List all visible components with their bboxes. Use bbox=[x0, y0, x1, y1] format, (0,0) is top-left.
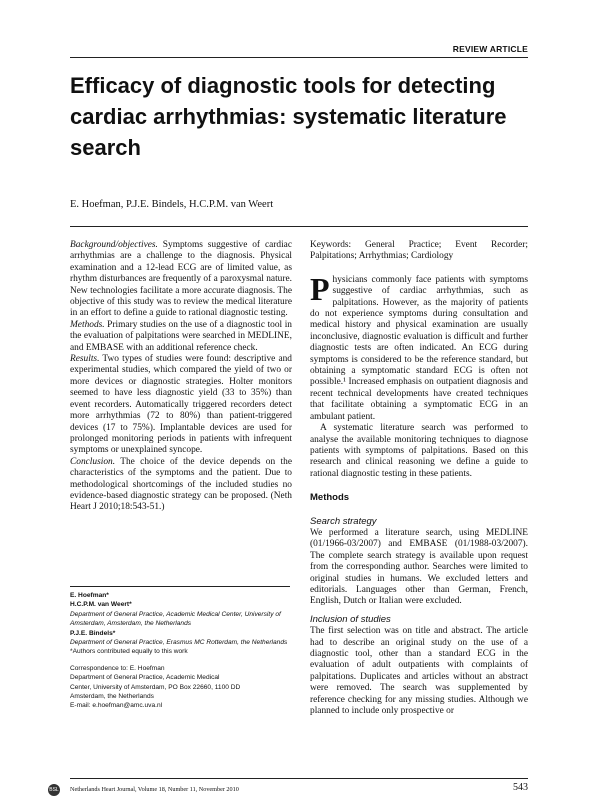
subheading-inclusion: Inclusion of studies bbox=[310, 613, 391, 625]
conclusion-text: The choice of the device depends on the characteristics of the symptoms and the patient. Due to methodological shortcomings of the included studies no evidence-based diagnostic strategy can be proposed. (Neth Heart J 2010;18:543-51.) bbox=[70, 456, 292, 513]
author-name: P.J.E. Bindels* bbox=[70, 629, 116, 637]
footer-rule bbox=[70, 778, 528, 779]
correspondence-label: Correspondence to: E. Hoefman bbox=[70, 664, 165, 672]
conclusion-label: Conclusion. bbox=[70, 456, 116, 467]
affiliations bbox=[70, 586, 290, 711]
abstract-results bbox=[70, 354, 292, 457]
equal-contribution-note: *Authors contributed equally to this work bbox=[70, 648, 188, 656]
section-heading-methods: Methods bbox=[310, 492, 350, 504]
affiliation-text: Department of General Practice, Academic Medical Center, University of Amsterdam, Amsterdam, the Netherlands bbox=[70, 610, 281, 628]
abstract-background bbox=[70, 240, 292, 320]
page-number: 543 bbox=[513, 782, 528, 793]
abstract-methods bbox=[70, 320, 292, 354]
results-text: Two types of studies were found: descriptive and experimental studies, which compared the yield of two or more devices or diagnostic strategies. Holter monitors seemed to have less diagnostic yield (33 to 35%) than event recorders. Automatically triggered recorders detect more arrhythmias (72 to 80%) than patient-triggered devices (17 to 75%). Implantable devices are used for prolonged monitoring periods in patients with infrequent symptoms or unexplained syncope. bbox=[70, 354, 292, 456]
intro-paragraph bbox=[310, 270, 528, 423]
correspondence-email: E-mail: e.hoefman@amc.uva.nl bbox=[70, 702, 163, 710]
intro-paragraph: A systematic literature search was performed to analyse the available monitoring techniques to diagnose patients with symptoms of palpitations. Based on this research and clinical reasoning we define a guide to rational diagnostic testing in these patients. bbox=[310, 423, 528, 479]
abstract bbox=[70, 240, 292, 514]
title-rule bbox=[70, 226, 528, 227]
search-strategy-text: We performed a literature search, using MEDLINE (01/1966-03/2007) and EMBASE (01/1988-03/2007). The complete search strategy is available upon request from the corresponding author. Searches were limited to original studies in humans. We excluded letters and editorials. Languages other than German, French, English, Dutch or Italian were excluded. bbox=[310, 527, 528, 607]
methods-text: Primary studies on the use of a diagnostic tool in the evaluation of palpitations were searched in MEDLINE, and EMBASE with an additional reference check. bbox=[70, 319, 292, 353]
background-text: Symptoms suggestive of cardiac arrhythmias are a challenge to the diagnosis. Physical examination and a 12-lead ECG are of limited value, as rhythm disturbances are frequently of a paroxysmal nature. New technologies facilitate a more accurate diagnosis. The objective of this study was to review the medical literature in an effort to define a guide to rational diagnostic testing. bbox=[70, 240, 292, 319]
keywords: Keywords: General Practice; Event Recorder; Palpitations; Arrhythmias; Cardiology bbox=[310, 240, 528, 262]
intro-text: hysicians commonly face patients with symptoms suggestive of cardiac arrhythmias, such as palpitations. However, as the majority of patients do not experience symptoms during consultation and medical history and physical examination are usually inconclusive, diagnostic evaluation is difficult and further diagnostic tests are often indicated. An ECG during symptoms is considered to be the reference standard, but obtaining a symptomatic standard ECG is often not possible.¹ Increased emphasis on outpatient diagnosis and recent technical developments have created techniques that facilitate obtaining a symptomatic ECG in an ambulant patient. bbox=[310, 274, 528, 422]
journal-citation: Netherlands Heart Journal, Volume 18, Number 11, November 2010 bbox=[70, 786, 239, 793]
publisher-logo-icon: BSL bbox=[48, 784, 60, 796]
drop-cap: P bbox=[310, 270, 330, 307]
background-label: Background/objectives. bbox=[70, 240, 158, 250]
subheading-search-strategy: Search strategy bbox=[310, 515, 377, 527]
body-column bbox=[310, 240, 528, 717]
inclusion-text: The first selection was on title and abstract. The article had to describe an original study on the use of a diagnostic tool, other than a standard ECG in the evaluation of adult outpatients with complaints of palpitations. Duplicates and articles without an abstract were removed. The search was supplemented by reference checking for any missing studies. Although we planned to include only prospective or bbox=[310, 626, 528, 717]
results-label: Results. bbox=[70, 354, 100, 365]
section-label: REVIEW ARTICLE bbox=[452, 44, 528, 54]
abstract-conclusion bbox=[70, 457, 292, 514]
article-title: Efficacy of diagnostic tools for detecting cardiac arrhythmias: systematic literature search bbox=[70, 73, 507, 160]
methods-label: Methods. bbox=[70, 319, 105, 330]
correspondence-line: Department of General Practice, Academic Medical bbox=[70, 674, 220, 682]
affiliation-text: Department of General Practice, Erasmus MC Rotterdam, the Netherlands bbox=[70, 639, 288, 647]
article-authors: E. Hoefman, P.J.E. Bindels, H.C.P.M. van Weert bbox=[70, 199, 274, 210]
header-rule bbox=[70, 57, 528, 58]
author-name: E. Hoefman* bbox=[70, 592, 109, 599]
author-name: H.C.P.M. van Weert* bbox=[70, 601, 132, 609]
correspondence-line: Center, University of Amsterdam, PO Box 22660, 1100 DD bbox=[70, 683, 241, 691]
correspondence-line: Amsterdam, the Netherlands bbox=[70, 693, 154, 701]
